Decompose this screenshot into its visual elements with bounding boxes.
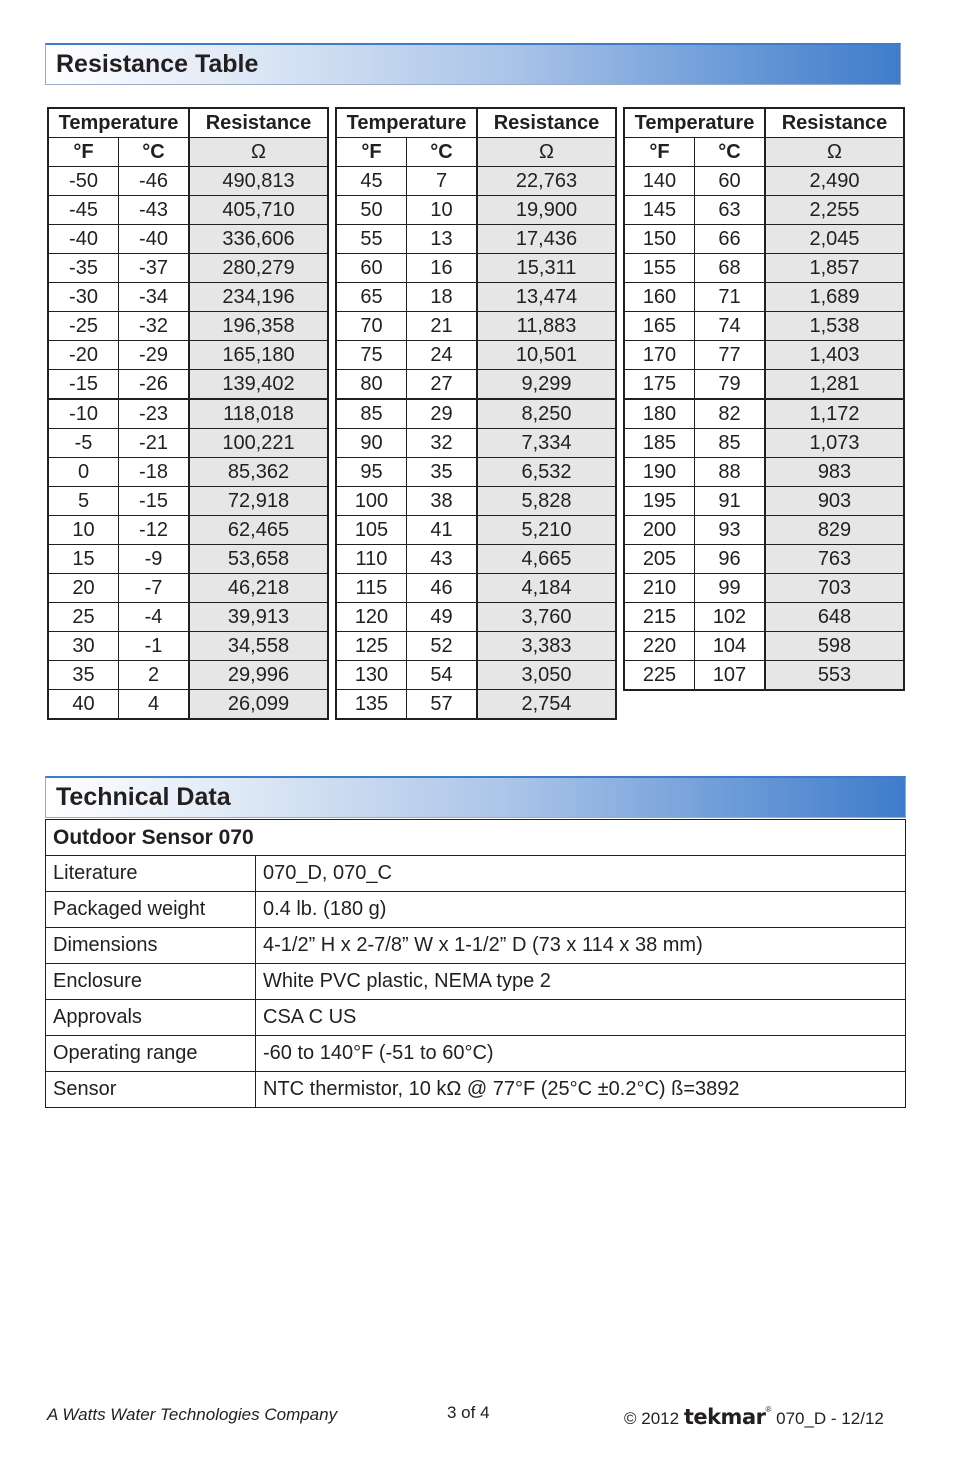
temp-c-cell: 79 [695,370,766,400]
resistance-row [336,487,616,516]
resistance-cell: 10,501 [477,341,616,370]
temp-c-cell: 96 [695,545,766,574]
resistance-cell: 903 [765,487,904,516]
resistance-unit-row [336,138,616,167]
temp-c-cell: 57 [407,690,478,720]
resistance-cell: 234,196 [189,283,328,312]
temperature-header: Temperature [336,108,477,138]
temp-c-cell: -23 [119,399,190,429]
resistance-cell: 5,828 [477,487,616,516]
temp-c-cell: 93 [695,516,766,545]
resistance-row [48,487,328,516]
temp-f-cell: 150 [624,225,695,254]
temp-f-cell: 140 [624,167,695,196]
resistance-row [336,429,616,458]
resistance-cell: 19,900 [477,196,616,225]
temp-f-cell: 160 [624,283,695,312]
temp-f-cell: 220 [624,632,695,661]
resistance-row [48,254,328,283]
resistance-cell: 1,857 [765,254,904,283]
resistance-cell: 196,358 [189,312,328,341]
temp-c-cell: -1 [119,632,190,661]
temp-f-cell: 130 [336,661,407,690]
temp-c-cell: 107 [695,661,766,691]
resistance-row [48,283,328,312]
temp-f-cell: 100 [336,487,407,516]
technical-data-row [46,1036,906,1072]
resistance-row [624,458,904,487]
temp-f-cell: 60 [336,254,407,283]
resistance-row [624,487,904,516]
unit-ohm: Ω [189,138,328,167]
temp-c-cell: 66 [695,225,766,254]
resistance-row [48,661,328,690]
temp-f-cell: 25 [48,603,119,632]
resistance-row [48,370,328,400]
temp-c-cell: 35 [407,458,478,487]
resistance-row [336,341,616,370]
resistance-cell: 4,184 [477,574,616,603]
resistance-row [624,661,904,691]
resistance-header: Resistance [765,108,904,138]
resistance-row [48,341,328,370]
temp-f-cell: 15 [48,545,119,574]
resistance-cell: 85,362 [189,458,328,487]
resistance-header: Resistance [477,108,616,138]
temp-c-cell: -46 [119,167,190,196]
temp-f-cell: 65 [336,283,407,312]
resistance-cell: 280,279 [189,254,328,283]
resistance-row [336,458,616,487]
resistance-row [624,254,904,283]
resistance-row [624,574,904,603]
temp-c-cell: 13 [407,225,478,254]
resistance-cell: 2,490 [765,167,904,196]
footer-page-number: 3 of 4 [447,1403,490,1422]
temp-c-cell: -43 [119,196,190,225]
resistance-cell: 1,538 [765,312,904,341]
resistance-cell: 6,532 [477,458,616,487]
resistance-table-block-1 [47,107,329,720]
temp-c-cell: 27 [407,370,478,400]
resistance-cell: 11,883 [477,312,616,341]
resistance-row [336,167,616,196]
temp-f-cell: -25 [48,312,119,341]
temp-c-cell: 91 [695,487,766,516]
temp-f-cell: 40 [48,690,119,720]
resistance-cell: 39,913 [189,603,328,632]
footer-company: A Watts Water Technologies Company [47,1405,338,1424]
temp-c-cell: 16 [407,254,478,283]
temp-c-cell: -21 [119,429,190,458]
spec-label: Approvals [46,1000,256,1036]
footer-copyright: © 2012 [624,1409,680,1428]
temp-c-cell: 54 [407,661,478,690]
resistance-row [624,225,904,254]
temp-c-cell: 10 [407,196,478,225]
resistance-row [336,399,616,429]
resistance-row [336,632,616,661]
resistance-row [48,196,328,225]
temp-c-cell: 99 [695,574,766,603]
temp-f-cell: 125 [336,632,407,661]
temp-f-cell: 200 [624,516,695,545]
resistance-cell: 29,996 [189,661,328,690]
resistance-cell: 703 [765,574,904,603]
resistance-header-row [336,108,616,138]
temp-c-cell: 60 [695,167,766,196]
temp-f-cell: 75 [336,341,407,370]
temp-c-cell: 7 [407,167,478,196]
temp-f-cell: 110 [336,545,407,574]
resistance-cell: 598 [765,632,904,661]
temp-f-cell: 175 [624,370,695,400]
temp-f-cell: 165 [624,312,695,341]
resistance-row [336,603,616,632]
temp-f-cell: -15 [48,370,119,400]
resistance-cell: 336,606 [189,225,328,254]
temp-c-cell: -9 [119,545,190,574]
temp-f-cell: 185 [624,429,695,458]
spec-value: CSA C US [256,1000,906,1036]
temp-c-cell: 41 [407,516,478,545]
temp-f-cell: 35 [48,661,119,690]
resistance-cell: 15,311 [477,254,616,283]
resistance-table-block-2 [335,107,617,720]
resistance-row [48,632,328,661]
temp-f-cell: -35 [48,254,119,283]
temp-c-cell: 43 [407,545,478,574]
temp-c-cell: -12 [119,516,190,545]
temp-c-cell: 71 [695,283,766,312]
temp-f-cell: 180 [624,399,695,429]
temperature-header: Temperature [48,108,189,138]
temp-f-cell: -30 [48,283,119,312]
resistance-row [336,283,616,312]
resistance-unit-row [48,138,328,167]
resistance-cell: 8,250 [477,399,616,429]
resistance-cell: 648 [765,603,904,632]
resistance-cell: 13,474 [477,283,616,312]
resistance-cell: 1,172 [765,399,904,429]
spec-label: Dimensions [46,928,256,964]
temp-c-cell: -37 [119,254,190,283]
resistance-cell: 3,760 [477,603,616,632]
resistance-row [48,429,328,458]
resistance-cell: 1,689 [765,283,904,312]
resistance-row [624,283,904,312]
temp-f-cell: -10 [48,399,119,429]
resistance-cell: 405,710 [189,196,328,225]
resistance-table-header [45,43,901,85]
resistance-row [48,225,328,254]
resistance-cell: 139,402 [189,370,328,400]
temp-c-cell: 82 [695,399,766,429]
unit-fahrenheit: °F [48,138,119,167]
temp-c-cell: 63 [695,196,766,225]
temp-c-cell: -32 [119,312,190,341]
resistance-row [624,167,904,196]
temp-c-cell: 85 [695,429,766,458]
temp-f-cell: 225 [624,661,695,691]
resistance-row [336,690,616,720]
temp-c-cell: 49 [407,603,478,632]
temp-f-cell: 215 [624,603,695,632]
resistance-row [336,516,616,545]
temp-c-cell: 88 [695,458,766,487]
resistance-row [624,632,904,661]
resistance-cell: 5,210 [477,516,616,545]
spec-value: 0.4 lb. (180 g) [256,892,906,928]
resistance-cell: 3,050 [477,661,616,690]
footer-copyright-block [624,1405,884,1429]
resistance-cell: 22,763 [477,167,616,196]
resistance-header-row [624,108,904,138]
resistance-row [336,545,616,574]
resistance-row [48,574,328,603]
unit-celsius: °C [119,138,190,167]
unit-ohm: Ω [765,138,904,167]
tekmar-logo: tekmar [683,1405,766,1429]
temp-c-cell: -7 [119,574,190,603]
temp-f-cell: 205 [624,545,695,574]
temp-c-cell: 18 [407,283,478,312]
temp-c-cell: 74 [695,312,766,341]
temp-c-cell: -15 [119,487,190,516]
resistance-row [48,603,328,632]
resistance-cell: 763 [765,545,904,574]
temp-c-cell: 46 [407,574,478,603]
temp-f-cell: -50 [48,167,119,196]
spec-label: Sensor [46,1072,256,1108]
unit-fahrenheit: °F [624,138,695,167]
technical-data-table [45,819,906,1108]
registered-mark: ® [765,1405,772,1414]
resistance-cell: 4,665 [477,545,616,574]
temp-f-cell: 105 [336,516,407,545]
temp-f-cell: 10 [48,516,119,545]
temp-c-cell: 68 [695,254,766,283]
temp-f-cell: 30 [48,632,119,661]
temp-f-cell: 190 [624,458,695,487]
technical-data-title: Technical Data [56,783,231,811]
technical-data-row [46,1072,906,1108]
resistance-cell: 1,073 [765,429,904,458]
temp-c-cell: 32 [407,429,478,458]
temp-f-cell: -5 [48,429,119,458]
unit-celsius: °C [695,138,766,167]
technical-data-row [46,856,906,892]
resistance-row [624,399,904,429]
temp-f-cell: 115 [336,574,407,603]
temp-c-cell: -40 [119,225,190,254]
temp-f-cell: 50 [336,196,407,225]
temp-f-cell: 45 [336,167,407,196]
temp-c-cell: 2 [119,661,190,690]
spec-label: Enclosure [46,964,256,1000]
resistance-table-title: Resistance Table [56,50,259,78]
resistance-cell: 62,465 [189,516,328,545]
resistance-row [336,254,616,283]
temp-f-cell: 85 [336,399,407,429]
temp-c-cell: 52 [407,632,478,661]
resistance-cell: 2,754 [477,690,616,720]
technical-data-subtitle: Outdoor Sensor 070 [46,820,906,856]
resistance-cell: 46,218 [189,574,328,603]
temp-f-cell: 170 [624,341,695,370]
spec-label: Packaged weight [46,892,256,928]
resistance-row [624,341,904,370]
technical-data-row [46,928,906,964]
resistance-row [624,370,904,400]
temp-f-cell: 55 [336,225,407,254]
resistance-cell: 490,813 [189,167,328,196]
temp-f-cell: 95 [336,458,407,487]
spec-value: 4-1/2” H x 2-7/8” W x 1-1/2” D (73 x 114 x 38 mm) [256,928,906,964]
resistance-row [624,545,904,574]
resistance-table-block-3 [623,107,905,691]
unit-fahrenheit: °F [336,138,407,167]
spec-value: NTC thermistor, 10 kΩ @ 77°F (25°C ±0.2°C) ß=3892 [256,1072,906,1108]
temp-f-cell: 5 [48,487,119,516]
temp-c-cell: 4 [119,690,190,720]
temp-f-cell: -45 [48,196,119,225]
resistance-header: Resistance [189,108,328,138]
spec-label: Operating range [46,1036,256,1072]
resistance-cell: 26,099 [189,690,328,720]
resistance-cell: 72,918 [189,487,328,516]
temp-f-cell: 210 [624,574,695,603]
temp-f-cell: 20 [48,574,119,603]
resistance-cell: 53,658 [189,545,328,574]
temp-c-cell: 29 [407,399,478,429]
temp-c-cell: 21 [407,312,478,341]
technical-data-row [46,964,906,1000]
temp-c-cell: 77 [695,341,766,370]
temp-f-cell: 90 [336,429,407,458]
resistance-cell: 2,255 [765,196,904,225]
resistance-row [624,196,904,225]
resistance-row [336,225,616,254]
temp-f-cell: 0 [48,458,119,487]
technical-data-row [46,1000,906,1036]
resistance-header-row [48,108,328,138]
spec-value: -60 to 140°F (-51 to 60°C) [256,1036,906,1072]
resistance-cell: 118,018 [189,399,328,429]
spec-value: 070_D, 070_C [256,856,906,892]
temp-c-cell: -4 [119,603,190,632]
resistance-cell: 34,558 [189,632,328,661]
resistance-row [624,603,904,632]
resistance-row [48,458,328,487]
resistance-row [336,312,616,341]
temp-f-cell: -40 [48,225,119,254]
temp-c-cell: -34 [119,283,190,312]
footer-doc-code: 070_D - 12/12 [776,1409,884,1428]
resistance-row [624,312,904,341]
temp-c-cell: 104 [695,632,766,661]
temp-f-cell: 155 [624,254,695,283]
resistance-row [48,312,328,341]
temp-f-cell: -20 [48,341,119,370]
spec-value: White PVC plastic, NEMA type 2 [256,964,906,1000]
resistance-cell: 2,045 [765,225,904,254]
temp-f-cell: 80 [336,370,407,400]
unit-ohm: Ω [477,138,616,167]
unit-celsius: °C [407,138,478,167]
resistance-row [624,516,904,545]
resistance-row [48,516,328,545]
resistance-cell: 100,221 [189,429,328,458]
resistance-row [48,167,328,196]
temp-f-cell: 120 [336,603,407,632]
spec-label: Literature [46,856,256,892]
resistance-row [48,690,328,720]
technical-data-subtitle-row [46,820,906,856]
resistance-row [48,545,328,574]
resistance-row [336,661,616,690]
resistance-cell: 829 [765,516,904,545]
temp-c-cell: 24 [407,341,478,370]
temp-c-cell: 102 [695,603,766,632]
resistance-cell: 9,299 [477,370,616,400]
temp-c-cell: -18 [119,458,190,487]
resistance-cell: 165,180 [189,341,328,370]
resistance-row [48,399,328,429]
resistance-cell: 983 [765,458,904,487]
technical-data-header [45,776,906,818]
resistance-row [336,574,616,603]
resistance-cell: 3,383 [477,632,616,661]
resistance-cell: 1,281 [765,370,904,400]
resistance-unit-row [624,138,904,167]
temp-c-cell: -26 [119,370,190,400]
resistance-cell: 553 [765,661,904,691]
temp-c-cell: -29 [119,341,190,370]
temp-c-cell: 38 [407,487,478,516]
resistance-cell: 1,403 [765,341,904,370]
temp-f-cell: 145 [624,196,695,225]
temperature-header: Temperature [624,108,765,138]
resistance-row [336,196,616,225]
technical-data-row [46,892,906,928]
resistance-cell: 7,334 [477,429,616,458]
temp-f-cell: 70 [336,312,407,341]
resistance-row [336,370,616,400]
temp-f-cell: 195 [624,487,695,516]
resistance-row [624,429,904,458]
temp-f-cell: 135 [336,690,407,720]
resistance-cell: 17,436 [477,225,616,254]
